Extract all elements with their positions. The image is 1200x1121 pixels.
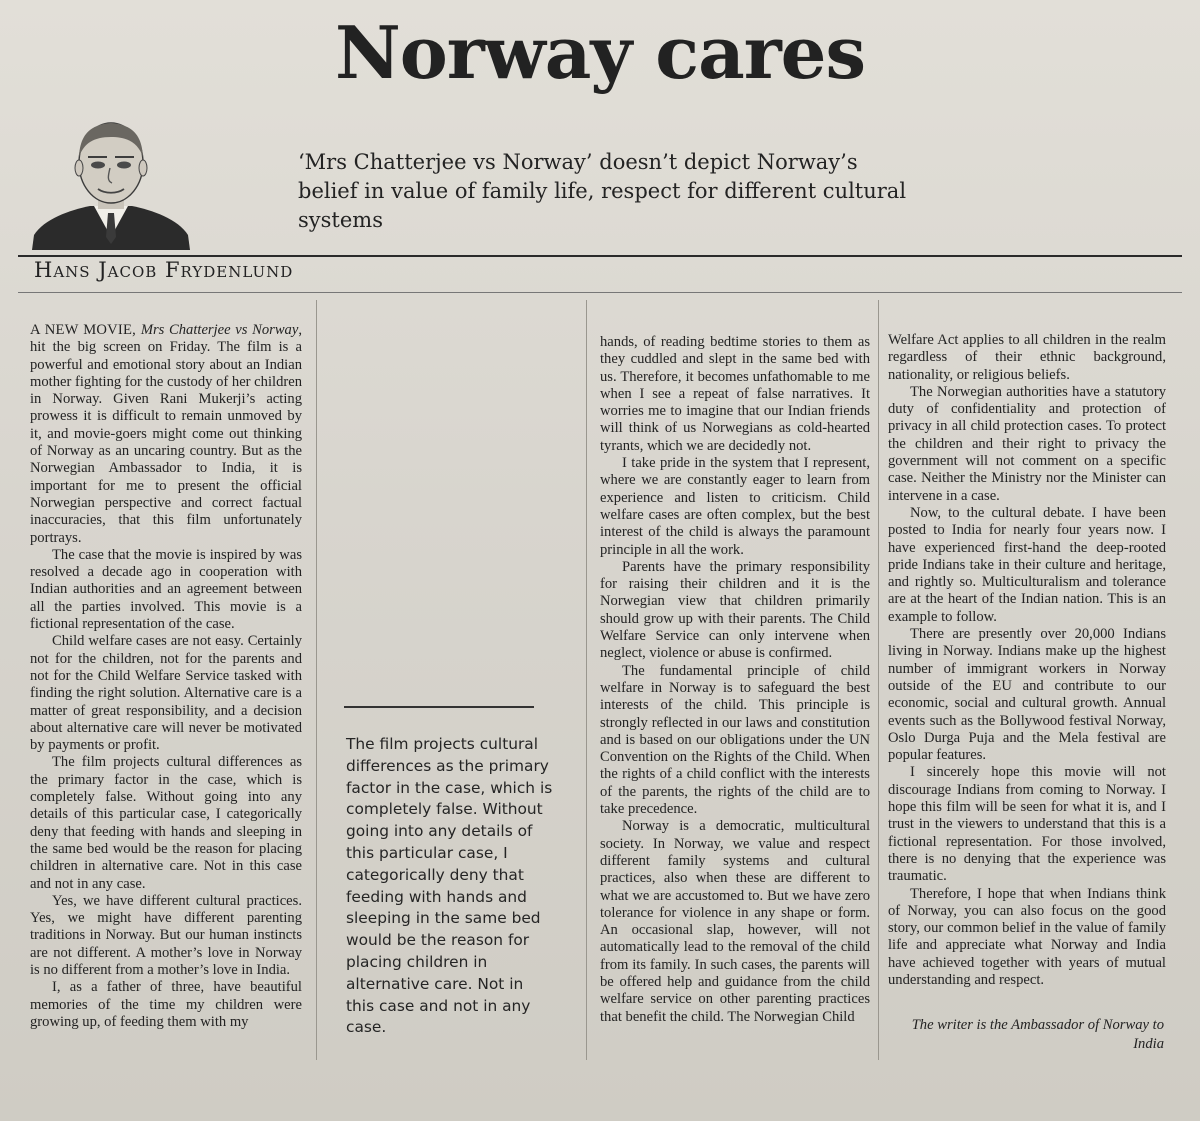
column-divider <box>316 300 317 1060</box>
article-paragraph: The fundamental principle of child welfare in Norway is to safeguard the best interests of the child. This principle is strongly reflected in our laws and constitution and is based on our obligations under the UN Convention on the Rights of the Child. When the rights of a child conflict with the interests of the parents, the rights of the child are to take precedence. <box>600 662 870 818</box>
column-divider <box>586 300 587 1060</box>
pullquote-rule <box>344 706 534 708</box>
article-paragraph: Welfare Act applies to all children in the realm regardless of their ethnic background, nationality, or religious beliefs. <box>888 332 1166 383</box>
author-credit: The writer is the Ambassador of Norway to India <box>911 1017 1164 1052</box>
article-paragraph: I sincerely hope this movie will not discourage Indians from coming to Norway. I hope this film will be seen for what it is, and I trust in the viewers to understand that this is a fictional representation. For those involved, there is no denying that the experience was traumatic. <box>888 764 1166 885</box>
byline-bottom-rule <box>18 292 1182 293</box>
article-paragraph: I, as a father of three, have beautiful memories of the time my children were growing up, of feeding them with my <box>30 979 302 1030</box>
article-paragraph: Yes, we have different cultural practices. Yes, we might have different parenting traditions in Norway. But our human instincts are not different. A mother’s love in Norway is no different from a mother’s love in India. <box>30 892 302 978</box>
byline: Hans Jacob Frydenlund <box>34 258 294 282</box>
article-paragraph: Child welfare cases are not easy. Certainly not for the children, not for the parents and not for the Child Welfare Service tasked with finding the right solution. Alternative care is a matter of great responsibility, and a decision about alternative care will never be motivated by payments or profit. <box>30 633 302 754</box>
article-column-3 <box>600 334 870 1026</box>
article-paragraph: The case that the movie is inspired by was resolved a decade ago in cooperation with Indian authorities and an agreement between all the parties involved. This movie is a fictional representation of the case. <box>30 546 302 633</box>
column-divider <box>878 300 879 1060</box>
lead-caps: A NEW MOVIE, <box>30 322 141 338</box>
article-paragraph: Parents have the primary responsibility for raising their children and it is the Norwegian view that children primarily should grow up with their parents. The Child Welfare Service can only intervene when neglect, violence or abuse is confirmed. <box>600 558 870 662</box>
pullquote: The film projects cultural differences as the primary factor in the case, which is completely false. Without going into any details of this particular case, I categorically deny that feeding with hands and sleeping in the same bed would be the reason for placing children in alternative care. Not in this case and not in any case. <box>346 735 553 1037</box>
author-portrait-sketch <box>28 113 194 250</box>
article-paragraph: There are presently over 20,000 Indians living in Norway. Indians make up the highest number of immigrant workers in Norway outside of the EU and contribute to our economic, social and cultural growth. Annual events such as the Bollywood festival Norway, Oslo Durga Puja and the Mela festival are popular features. <box>888 626 1166 764</box>
article-paragraph: Norway is a democratic, multicultural society. In Norway, we value and respect different family systems and cultural practices, also when these are different to what we are accustomed to. But we have zero tolerance for violence in any shape or form. An occasional slap, however, will not automatically lead to the removal of the child from its family. In such cases, the parents will be offered help and guidance from the child welfare service on other parenting practices that benefit the child. The Norwegian Child <box>600 818 870 1025</box>
article-paragraph: I take pride in the system that I represent, where we are constantly eager to learn from experience and listen to criticism. Child welfare cases are often complex, but the best interest of the child is always the paramount principle in all the work. <box>600 455 870 558</box>
article-paragraph: The film projects cultural differences as the primary factor in the case, which is completely false. Without going into any details of this particular case, I categorically deny that feeding with hands and sleeping in the same bed would be the reason for placing children in alternative care. Not in this case and not in any case. <box>30 754 302 892</box>
article-column-4 <box>888 332 1166 989</box>
standfirst: ‘Mrs Chatterjee vs Norway’ doesn’t depict Norway’s belief in value of family life, respect for different cultural systems <box>298 150 907 232</box>
headline: Norway cares <box>334 10 866 95</box>
article-column-1 <box>30 322 302 1031</box>
lead-movie-title: Mrs Chatterjee vs Norway <box>140 322 299 338</box>
article-paragraph: The Norwegian authorities have a statutory duty of confidentiality and protection of privacy in all child protection cases. To protect the children and their right to privacy the government will not comment on a specific case. Neither the Ministry nor the Minister can intervene in a case. <box>888 383 1166 504</box>
article-paragraph: Now, to the cultural debate. I have been posted to India for nearly four years now. I have experienced first-hand the deep-rooted pride Indians take in their culture and heritage, and rightly so. Multiculturalism and tolerance are at the heart of the Indian nation. This is an example to follow. <box>888 504 1166 625</box>
byline-top-rule <box>18 255 1182 257</box>
article-paragraph: hands, of reading bedtime stories to them as they cuddled and slept in the same bed with us. Therefore, it becomes unfathomable to me when I see a repeat of false narratives. It worries me to imagine that our Indian friends will think of us Norwegians as cold-hearted tyrants, which we are decidedly not. <box>600 334 870 454</box>
article-paragraph: Therefore, I hope that when Indians think of Norway, you can also focus on the good story, our common belief in the value of family life and appreciate what Norway and India have achieved together with years of mutual understanding and respect. <box>888 885 1166 988</box>
lead-paragraph <box>30 322 302 547</box>
lead-text: , hit the big screen on Friday. The film is a powerful and emotional story about an Indian mother fighting for the custody of her children in Norway. Given Rani Mukerji’s acting prowess it is difficult to remain unmoved by it, and movie-goers might come out thinking of Norway as an uncaring country. But as the Norwegian Ambassador to India, it is important for me to present the official Norwegian perspective and correct factual inaccuracies, that this film unfortunately portrays. <box>30 322 302 546</box>
